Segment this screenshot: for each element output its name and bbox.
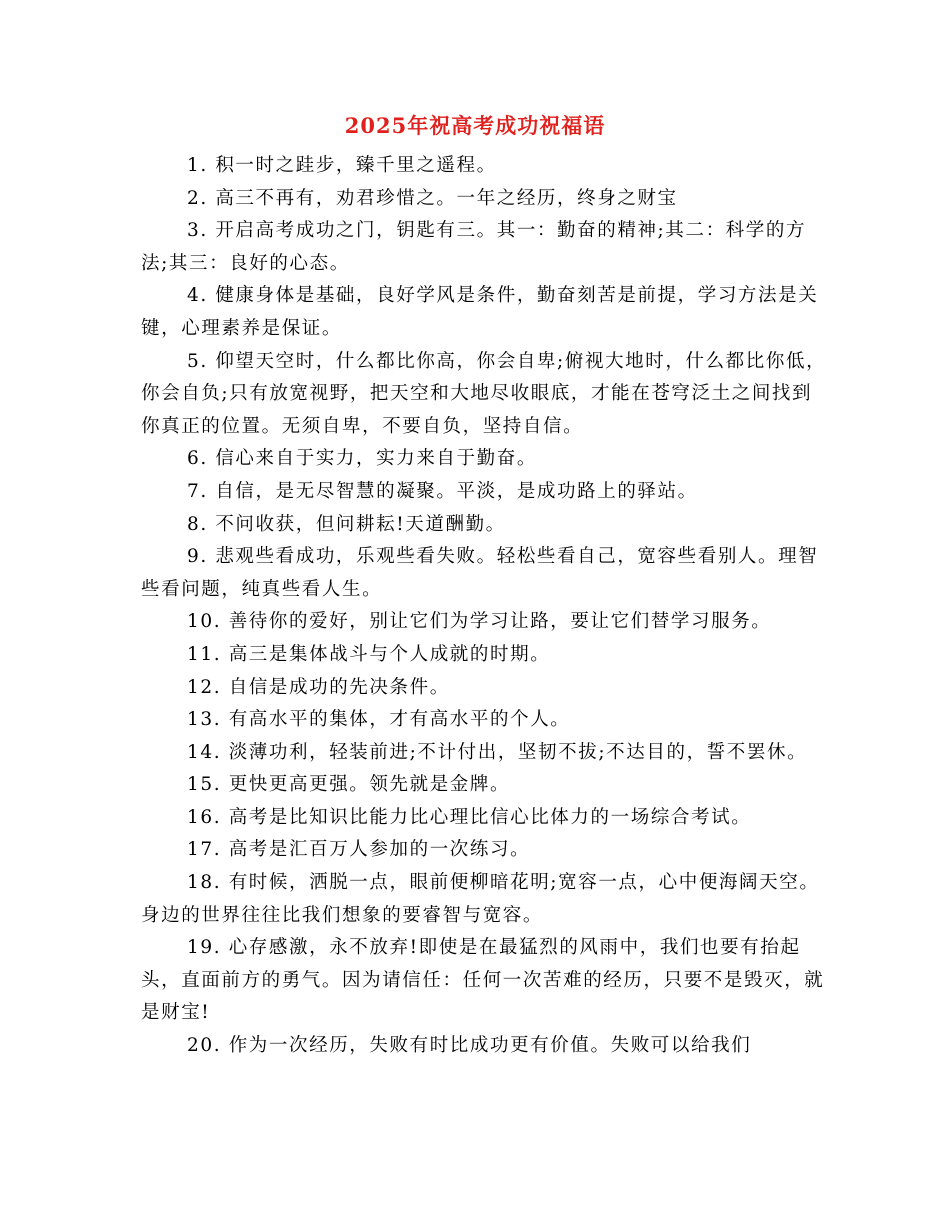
list-item: 14. 淡薄功利，轻装前进;不计付出，坚韧不拔;不达目的，誓不罢休。 xyxy=(187,741,808,763)
list-item: 13. 有高水平的集体，才有高水平的个人。 xyxy=(187,709,571,731)
list-item: 6. 信心来自于实力，实力来自于勤奋。 xyxy=(187,448,537,470)
list-item: 5. 仰望天空时，什么都比你高，你会自卑;俯视大地时，什么都比你低，你会自负;只有放宽视野，把天空和大地尽收眼底，才能在苍穹泛土之间找到你真正的位置。无须自卑，不要自负，坚持自信。 xyxy=(141,350,827,437)
list-item: 4. 健康身体是基础，良好学风是条件，勤奋刻苦是前提，学习方法是关键，心理素养是保证。 xyxy=(141,285,819,339)
list-item: 11. 高三是集体战斗与个人成就的时期。 xyxy=(187,643,551,665)
list-item: 20. 作为一次经历，失败有时比成功更有价值。失败可以给我们 xyxy=(187,1035,752,1057)
list-item: 16. 高考是比知识比能力比心理比信心比体力的一场综合考试。 xyxy=(187,806,752,828)
list-item: 2. 高三不再有，劝君珍惜之。一年之经历，终身之财宝 xyxy=(187,187,678,209)
list-item: 1. 积一时之跬步，臻千里之遥程。 xyxy=(187,155,497,176)
list-item: 19. 心存感激，永不放弃!即使是在最猛烈的风雨中，我们也要有抬起头，直面前方的勇气。因为请信任：任何一次苦难的经历，只要不是毁灭，就是财宝! xyxy=(141,937,825,1024)
list-item: 8. 不问收获，但问耕耘!天道酬勤。 xyxy=(187,513,506,535)
list-item: 12. 自信是成功的先决条件。 xyxy=(187,676,450,698)
list-item: 9. 悲观些看成功，乐观些看失败。轻松些看自己，宽容些看别人。理智些看问题，纯真些看人生。 xyxy=(141,546,819,600)
list-item: 3. 开启高考成功之门，钥匙有三。其一：勤奋的精神;其二：科学的方法;其三：良好的心态。 xyxy=(141,220,807,274)
list-item: 10. 善待你的爱好，别让它们为学习让路，要让它们替学习服务。 xyxy=(187,611,772,633)
document-body xyxy=(141,150,831,1063)
list-item: 7. 自信，是无尽智慧的凝聚。平淡，是成功路上的驿站。 xyxy=(187,480,698,502)
list-item: 18. 有时候，洒脱一点，眼前便柳暗花明;宽容一点，心中便海阔天空。身边的世界往往比我们想象的要睿智与宽容。 xyxy=(141,872,820,926)
document-title: 2025年祝高考成功祝福语 xyxy=(344,113,606,138)
list-item: 17. 高考是汇百万人参加的一次练习。 xyxy=(187,839,531,861)
list-item: 15. 更快更高更强。领先就是金牌。 xyxy=(187,774,511,796)
